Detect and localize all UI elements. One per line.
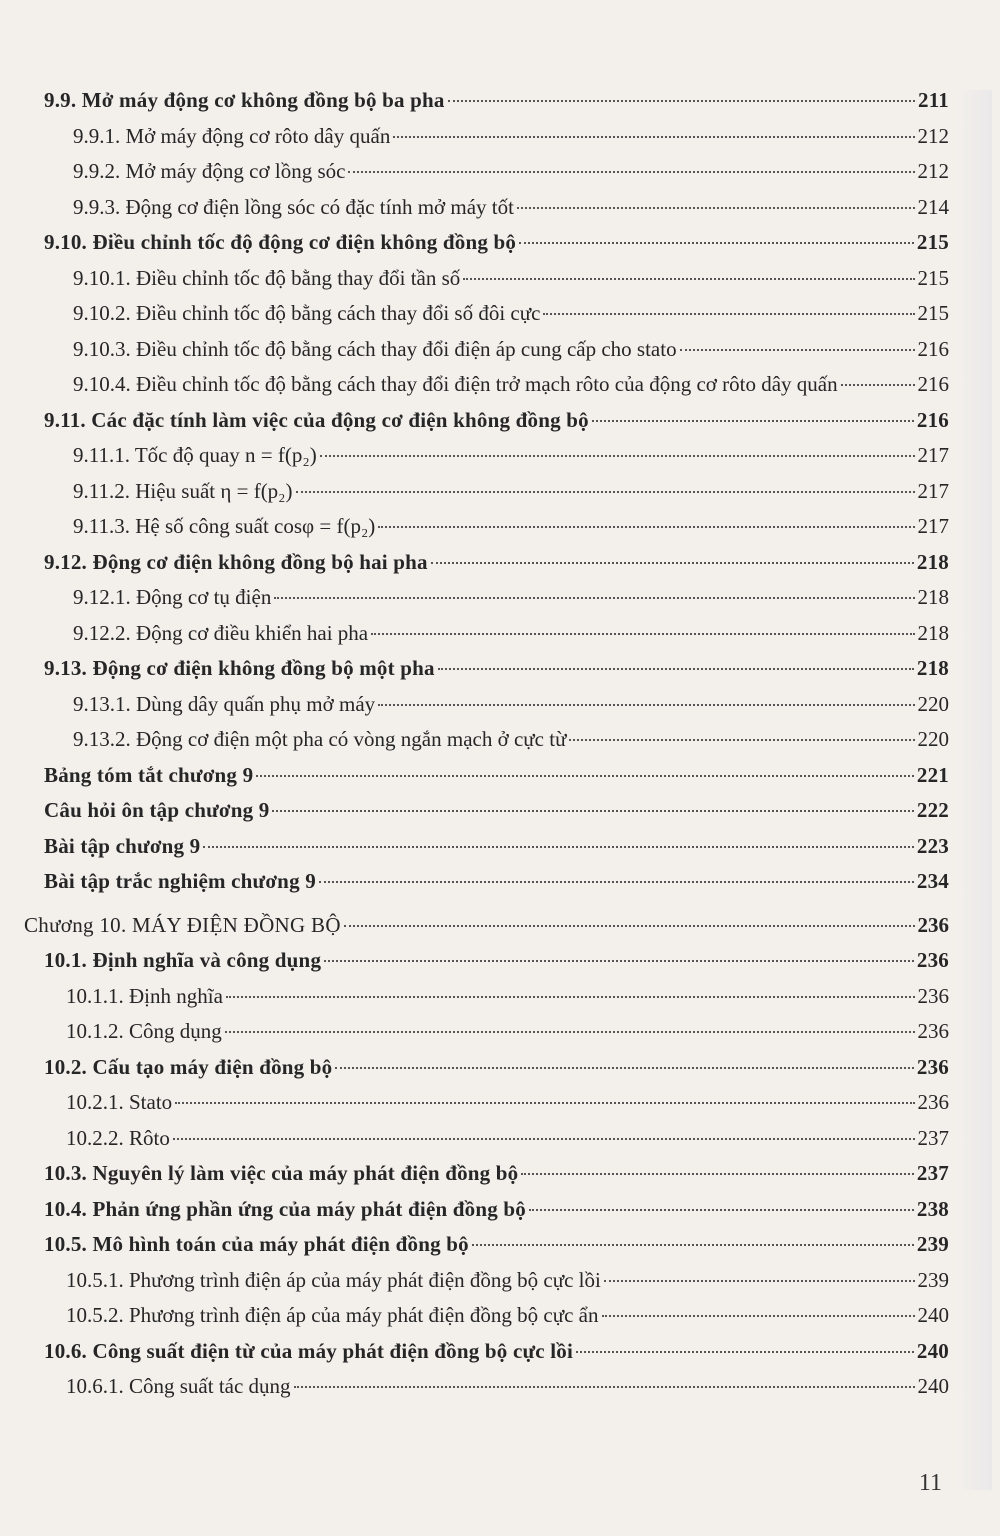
toc-subsection-entry xyxy=(0,1298,1000,1334)
toc-page-number: 215 xyxy=(916,230,949,254)
toc-page-number: 236 xyxy=(917,912,949,937)
page-number: 11 xyxy=(918,1470,942,1496)
toc-subsection-entry xyxy=(0,1121,1000,1157)
toc-entry-title: 10.6. Công suất điện từ của máy phát điện đồng bộ cực lồi xyxy=(44,1338,574,1363)
toc-section-entry xyxy=(0,545,1000,581)
toc-dot-leader xyxy=(519,242,914,244)
toc-page-number: 239 xyxy=(916,1232,949,1256)
toc-section-entry xyxy=(0,83,1000,119)
toc-section-entry xyxy=(0,758,1000,794)
toc-page-number: 217 xyxy=(917,478,949,503)
toc-entry-title: 10.3. Nguyên lý làm việc của máy phát điện đồng bộ xyxy=(44,1161,519,1185)
toc-entry-title: Bài tập chương 9 xyxy=(44,833,201,858)
toc-entry-title: Bài tập trắc nghiệm chương 9 xyxy=(44,869,316,893)
toc-subsection-entry xyxy=(0,509,1000,545)
toc-entry-title: 9.13.1. Dùng dây quấn phụ mở máy xyxy=(73,691,376,716)
toc-dot-leader xyxy=(592,420,914,422)
toc-entry-title: 9.10.3. Điều chỉnh tốc độ bằng cách thay đổi điện áp cung cấp cho stato xyxy=(73,336,677,361)
toc-page-number: 234 xyxy=(916,869,949,893)
toc-page-number: 240 xyxy=(916,1338,949,1363)
toc-dot-leader xyxy=(319,881,914,883)
toc-dot-leader xyxy=(344,925,915,927)
toc-page-number: 220 xyxy=(917,691,949,716)
toc-entry-title: 9.9. Mở máy động cơ không đồng bộ ba pha xyxy=(44,88,445,112)
toc-page-number: 215 xyxy=(917,265,949,290)
toc-subsection-entry xyxy=(0,367,1000,403)
toc-dot-leader xyxy=(602,1315,915,1317)
toc-page-number: 240 xyxy=(917,1303,949,1327)
toc-dot-leader xyxy=(371,633,914,635)
toc-section-entry xyxy=(0,829,1000,865)
toc-entry-title: Bảng tóm tắt chương 9 xyxy=(44,762,254,787)
toc-entry-title: Câu hỏi ôn tập chương 9 xyxy=(44,798,270,822)
toc-section-entry xyxy=(0,1156,1000,1192)
toc-dot-leader xyxy=(294,1386,915,1388)
toc-dot-leader xyxy=(569,739,914,741)
toc-dot-leader xyxy=(393,136,914,138)
toc-page-number: 222 xyxy=(916,798,949,822)
toc-entry-title: 10.6.1. Công suất tác dụng xyxy=(66,1374,291,1398)
toc-page-number: 236 xyxy=(917,1019,949,1043)
toc-entry-title: 10.2.1. Stato xyxy=(66,1090,173,1114)
toc-dot-leader xyxy=(438,668,914,670)
toc-entry-title: 9.9.2. Mở máy động cơ lồng sóc xyxy=(73,159,346,183)
toc-subsection-entry xyxy=(0,296,1000,332)
toc-entry-title: 9.9.3. Động cơ điện lồng sóc có đặc tính mở máy tốt xyxy=(73,194,514,219)
toc-page-number: 211 xyxy=(918,88,949,112)
toc-dot-leader xyxy=(517,207,915,209)
toc-entry-title: 10.5.2. Phương trình điện áp của máy phát điện đồng bộ cực ẩn xyxy=(66,1303,599,1327)
toc-subsection-entry xyxy=(0,438,1000,474)
toc-entry-title: 9.9.1. Mở máy động cơ rôto dây quấn xyxy=(73,123,391,148)
toc-entry-title: 9.10.1. Điều chỉnh tốc độ bằng thay đổi tần số xyxy=(73,265,461,290)
toc-subsection-entry xyxy=(0,1014,1000,1050)
toc-page-number: 238 xyxy=(916,1196,949,1221)
toc-dot-leader xyxy=(472,1244,914,1246)
toc-section-entry xyxy=(0,864,1000,900)
toc-entry-title: 9.10.4. Điều chỉnh tốc độ bằng cách thay đổi điện trở mạch rôto của động cơ rôto dây quấn xyxy=(73,372,838,396)
toc-dot-leader xyxy=(529,1209,914,1211)
toc-dot-leader xyxy=(604,1280,915,1282)
toc-entry-title: 9.11.1. Tốc độ quay n = f(p₂) xyxy=(73,443,317,467)
toc-subsection-entry xyxy=(0,154,1000,190)
toc-subsection-entry xyxy=(0,979,1000,1015)
toc-subsection-entry xyxy=(0,580,1000,616)
toc-page-number: 236 xyxy=(916,948,949,972)
toc-page-number: 212 xyxy=(917,159,949,183)
toc-entry-title: 10.1.2. Công dụng xyxy=(66,1019,222,1043)
toc-page-number: 216 xyxy=(917,372,949,396)
toc-entry-title: 9.10. Điều chỉnh tốc độ động cơ điện không đồng bộ xyxy=(44,230,517,254)
toc-dot-leader xyxy=(225,1031,915,1033)
toc-entry-title: 10.1. Định nghĩa và công dụng xyxy=(44,948,322,972)
toc-dot-leader xyxy=(296,491,915,493)
toc-subsection-entry xyxy=(0,1085,1000,1121)
toc-page-number: 220 xyxy=(917,727,949,751)
toc-dot-leader xyxy=(226,996,915,998)
toc-page-number: 223 xyxy=(916,833,949,858)
toc-dot-leader xyxy=(378,526,914,528)
toc-page-number: 239 xyxy=(917,1267,949,1292)
toc-subsection-entry xyxy=(0,474,1000,510)
toc-section-entry xyxy=(0,793,1000,829)
toc-dot-leader xyxy=(335,1067,914,1069)
toc-page-number: 237 xyxy=(916,1161,949,1185)
toc-section-entry xyxy=(0,1050,1000,1086)
toc-page-number: 217 xyxy=(917,514,949,538)
toc-subsection-entry xyxy=(0,119,1000,155)
toc-entry-title: 9.12.2. Động cơ điều khiển hai pha xyxy=(73,620,369,645)
toc-entry-title: 10.5. Mô hình toán của máy phát điện đồng bộ xyxy=(44,1232,469,1256)
toc-dot-leader xyxy=(378,704,914,706)
toc-subsection-entry xyxy=(0,616,1000,652)
toc-section-entry xyxy=(0,943,1000,979)
toc-dot-leader xyxy=(841,384,915,386)
toc-page-number: 236 xyxy=(916,1054,949,1079)
toc-dot-leader xyxy=(543,313,914,315)
toc-page-number: 218 xyxy=(916,656,949,680)
toc-subsection-entry xyxy=(0,1369,1000,1405)
toc-entry-title: 9.11.2. Hiệu suất η = f(p₂) xyxy=(73,478,293,503)
toc-page-number: 237 xyxy=(917,1125,949,1150)
toc-section-entry xyxy=(0,403,1000,439)
toc-entry-title: 9.12. Động cơ điện không đồng bộ hai pha xyxy=(44,549,428,574)
toc-entry-title: 9.12.1. Động cơ tụ điện xyxy=(73,585,272,609)
toc-section-entry xyxy=(0,651,1000,687)
table-of-contents xyxy=(0,83,1000,1405)
toc-dot-leader xyxy=(348,171,914,173)
toc-subsection-entry xyxy=(0,190,1000,226)
toc-dot-leader xyxy=(680,349,915,351)
toc-entry-title: 9.10.2. Điều chỉnh tốc độ bằng cách thay đổi số đôi cực xyxy=(73,301,541,325)
toc-section-entry xyxy=(0,225,1000,261)
toc-section-entry xyxy=(0,1192,1000,1228)
toc-entry-title: 9.13. Động cơ điện không đồng bộ một pha xyxy=(44,656,435,680)
toc-subsection-entry xyxy=(0,687,1000,723)
toc-entry-title: Chương 10. MÁY ĐIỆN ĐỒNG BỘ xyxy=(24,912,341,937)
toc-subsection-entry xyxy=(0,261,1000,297)
toc-entry-title: 10.2. Cấu tạo máy điện đồng bộ xyxy=(44,1054,333,1079)
toc-subsection-entry xyxy=(0,722,1000,758)
toc-page-number: 218 xyxy=(916,549,949,574)
toc-entry-title: 9.13.2. Động cơ điện một pha có vòng ngắn mạch ở cực từ xyxy=(73,727,567,751)
toc-chapter-entry xyxy=(0,908,1000,944)
toc-entry-title: 10.5.1. Phương trình điện áp của máy phát điện đồng bộ cực lồi xyxy=(66,1267,601,1292)
toc-dot-leader xyxy=(324,960,914,962)
toc-dot-leader xyxy=(272,810,913,812)
toc-page-number: 236 xyxy=(917,983,949,1008)
toc-page-number: 216 xyxy=(917,336,949,361)
toc-subsection-entry xyxy=(0,332,1000,368)
toc-page-number: 240 xyxy=(917,1374,949,1398)
toc-page-number: 212 xyxy=(917,123,949,148)
toc-entry-title: 10.4. Phản ứng phần ứng của máy phát điện đồng bộ xyxy=(44,1196,526,1221)
toc-section-entry xyxy=(0,1227,1000,1263)
toc-dot-leader xyxy=(320,455,915,457)
toc-entry-title: 9.11. Các đặc tính làm việc của động cơ điện không đồng bộ xyxy=(44,407,589,432)
toc-subsection-entry xyxy=(0,1263,1000,1299)
toc-dot-leader xyxy=(173,1138,915,1140)
toc-page-number: 216 xyxy=(916,407,949,432)
toc-page-number: 218 xyxy=(917,585,949,609)
toc-dot-leader xyxy=(448,100,915,102)
toc-dot-leader xyxy=(203,846,914,848)
toc-dot-leader xyxy=(521,1173,914,1175)
toc-dot-leader xyxy=(256,775,914,777)
toc-dot-leader xyxy=(175,1102,914,1104)
toc-page-number: 218 xyxy=(917,620,949,645)
toc-entry-title: 10.2.2. Rôto xyxy=(66,1125,170,1150)
toc-dot-leader xyxy=(431,562,914,564)
toc-dot-leader xyxy=(463,278,914,280)
toc-page-number: 221 xyxy=(916,762,949,787)
toc-dot-leader xyxy=(274,597,914,599)
toc-entry-title: 9.11.3. Hệ số công suất cosφ = f(p₂) xyxy=(73,514,376,538)
toc-section-entry xyxy=(0,1334,1000,1370)
toc-page-number: 215 xyxy=(917,301,949,325)
toc-page-number: 217 xyxy=(917,443,949,467)
toc-entry-title: 10.1.1. Định nghĩa xyxy=(66,983,223,1008)
toc-dot-leader xyxy=(576,1351,914,1353)
toc-page-number: 214 xyxy=(917,194,949,219)
toc-page-number: 236 xyxy=(917,1090,949,1114)
